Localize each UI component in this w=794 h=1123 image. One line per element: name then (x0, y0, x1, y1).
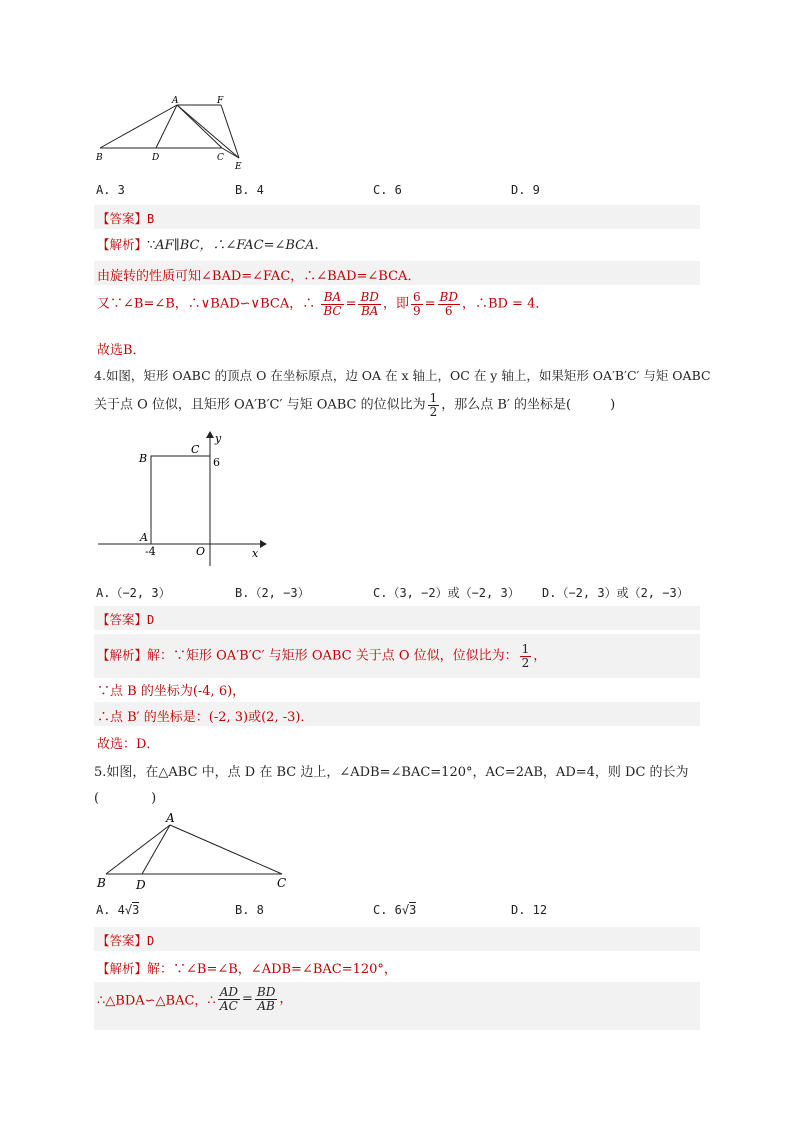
label-d: D (136, 878, 146, 892)
fraction-bd-ba (358, 291, 380, 317)
fraction-bd-ab (255, 986, 277, 1012)
analysis-text: 解：∵∠B=∠B，∠ADB=∠BAC=120°， (147, 962, 397, 977)
q5-question-line2: ( ) (94, 791, 157, 806)
q5-question-line1: 5.如图，在△ABC 中，点 D 在 BC 边上，∠ADB=∠BAC=120°，AC=2AB，AD=4，则 DC 的长为 (94, 765, 689, 780)
answer-tag: 【答案】 (97, 612, 148, 627)
radicand: 3 (409, 903, 417, 917)
q4-analysis-line1 (97, 643, 546, 669)
answer-tag: 【答案】 (97, 933, 148, 948)
sqrt-symbol: √ (401, 903, 410, 917)
q4-analysis-line2: ∵点 B 的坐标为(-4, 6)， (97, 684, 246, 699)
numerator: 6 (412, 290, 421, 304)
label-a: A (140, 531, 148, 544)
q4-option-d: D.（−2, 3）或（2, −3） (542, 586, 689, 600)
analysis-text: ， (279, 991, 293, 1007)
q5-option-a (96, 903, 139, 917)
q5-answer-band (94, 927, 700, 951)
denominator: 2 (521, 655, 530, 670)
q4-analysis-line3: ∴点 B′ 的坐标是：(-2, 3)或(2, -3)． (97, 710, 314, 725)
answer-value: B (147, 212, 155, 226)
equals: = (345, 296, 357, 312)
label-o: O (196, 545, 206, 558)
q4-answer (97, 610, 154, 628)
q5-answer (97, 931, 154, 949)
q4-question-line2 (94, 392, 615, 418)
q4-analysis-line4: 故选：D． (97, 737, 160, 752)
ratio-fraction (428, 392, 440, 418)
analysis-text: ，∴BD = 4． (461, 296, 549, 312)
q4-answer-band (94, 606, 700, 630)
numerator: BD (439, 290, 458, 304)
radicand: 3 (132, 903, 140, 917)
label-y: y (215, 432, 222, 445)
q3-analysis-line1 (97, 234, 319, 253)
q3-option-d: D. 9 (511, 183, 540, 197)
question-text: 关于点 O 位似，且矩形 OA′B′C′ 与矩 OABC 的位似比为 (94, 397, 426, 413)
option-text: C. 6 (373, 903, 402, 917)
q4-option-a: A.（−2, 3） (96, 586, 171, 600)
label-x: x (252, 547, 259, 560)
label-f: F (217, 96, 224, 106)
denominator: 9 (412, 303, 421, 318)
label-a: A (166, 811, 175, 825)
label-neg4: -4 (145, 545, 156, 558)
ratio-fraction (520, 643, 532, 669)
label-e: E (235, 162, 242, 172)
denominator: AC (219, 998, 238, 1013)
fraction-ad-ac (218, 986, 240, 1012)
analysis-text: 又∵∠B=∠B，∴∨BAD∽∨BCA，∴ (97, 296, 316, 312)
answer-tag: 【答案】 (97, 211, 148, 226)
analysis-tag: 【解析】 (97, 237, 148, 252)
numerator: 1 (521, 642, 530, 656)
answer-value: D (147, 934, 155, 948)
numerator: BD (256, 985, 276, 999)
label-a: A (172, 96, 179, 106)
figure-trapezoid (90, 90, 260, 175)
q3-answer (97, 209, 154, 227)
option-text: A. 4 (96, 903, 125, 917)
equals: = (241, 991, 253, 1007)
question-text: ，那么点 B′ 的坐标是( ) (441, 397, 616, 413)
fraction-ba-bc (321, 291, 343, 317)
period: . (314, 238, 319, 253)
analysis-text: ， (533, 648, 547, 664)
sqrt-symbol: √ (124, 903, 133, 917)
analysis-text: ∴△BDA∽△BAC，∴ (97, 993, 216, 1009)
answer-value: D (147, 613, 155, 627)
fraction-6-9 (411, 291, 423, 317)
q5-option-b: B. 8 (235, 903, 264, 917)
numerator: AD (219, 985, 238, 999)
label-six: 6 (213, 456, 220, 469)
analysis-tag: 【解析】 (97, 647, 148, 663)
q5-option-c (373, 903, 416, 917)
q5-option-d: D. 12 (511, 903, 548, 917)
numerator: BD (360, 290, 379, 304)
q4-question-line1: 4.如图，矩形 OABC 的顶点 O 在坐标原点，边 OA 在 x 轴上，OC 在 y 轴上，如果矩形 OA′B′C′ 与矩 OABC (94, 368, 711, 383)
figure-coordinate-rectangle (92, 428, 272, 568)
label-c: C (217, 153, 224, 163)
label-d: D (152, 153, 160, 163)
numerator: BA (321, 291, 343, 305)
label-b: B (96, 153, 103, 163)
label-c: C (191, 443, 200, 456)
label-b: B (97, 876, 106, 890)
analysis-text: AF∥BC，∴∠FAC=∠BCA (155, 238, 315, 253)
q3-option-a: A. 3 (96, 183, 125, 197)
q4-option-c: C.（3, −2）或（−2, 3） (373, 586, 520, 600)
q3-option-b: B. 4 (235, 183, 264, 197)
q5-analysis-line1 (97, 958, 397, 977)
analysis-text: 解：∵矩形 OA′B′C′ 与矩形 OABC 关于点 O 位似，位似比为： (147, 648, 518, 664)
q3-answer-band (94, 205, 700, 229)
q3-option-c: C. 6 (373, 183, 402, 197)
label-c: C (277, 876, 287, 890)
denominator: BA (360, 303, 379, 318)
denominator: AB (257, 998, 275, 1013)
fraction-bd-6 (438, 291, 460, 317)
analysis-tag: 【解析】 (97, 961, 148, 976)
denominator: BC (323, 303, 342, 318)
because-symbol: ∵ (147, 238, 156, 253)
q3-analysis-line2: 由旋转的性质可知∠BAD=∠FAC，∴∠BAD=∠BCA． (97, 269, 421, 284)
numerator: 1 (429, 391, 438, 405)
label-b: B (139, 452, 148, 465)
q3-analysis-line3: 又∵∠B=∠B，∴∨BAD∽∨BCA，∴ $\frac{BA}{BC}$ = $\frac{BD}{BA}$ ，即 $\frac{6}{9}$ = $\frac{BD}{6}$ ，∴BD = 4． (97, 290, 549, 318)
q3-analysis-line4: 故选B． (97, 343, 146, 358)
figure-triangle (92, 810, 302, 895)
q4-option-b: B.（2, −3） (235, 586, 310, 600)
q5-analysis-line2 (97, 986, 292, 1012)
denominator: 6 (444, 303, 453, 318)
analysis-text: ，即 (382, 296, 409, 312)
denominator: 2 (429, 404, 438, 419)
